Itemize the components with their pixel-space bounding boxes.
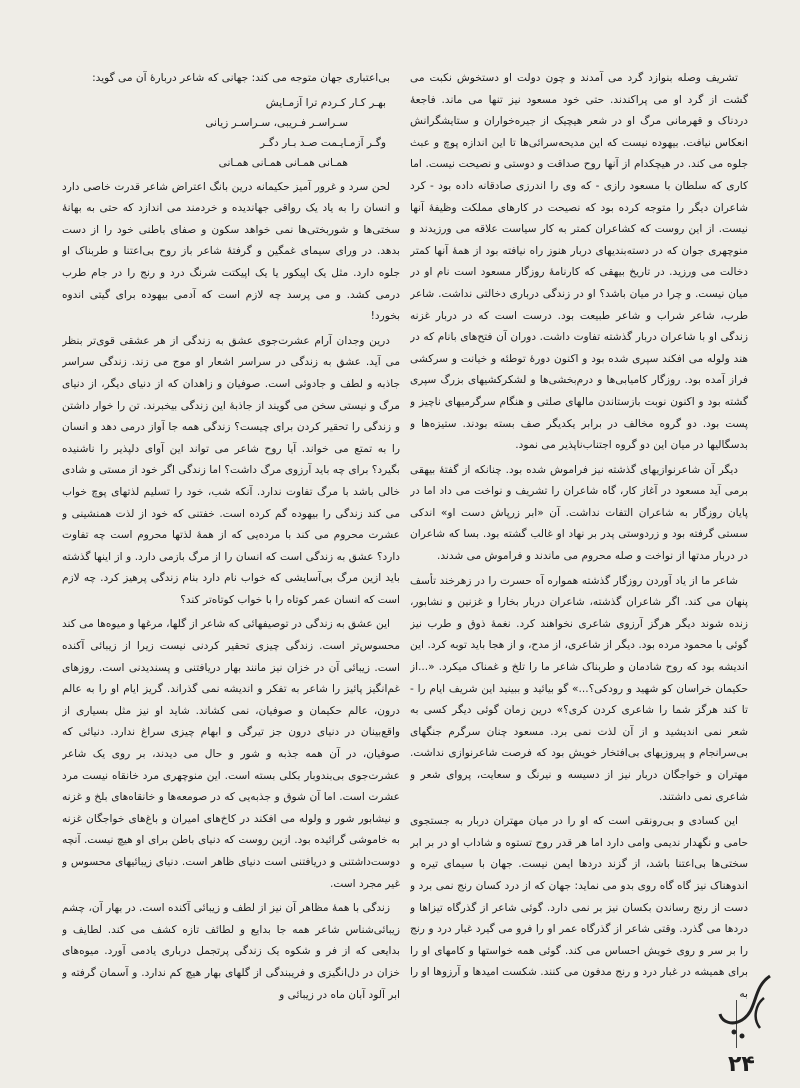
- paragraph: این کسادی و بی‌رونقی است که او را در میان مهتران دربار به جستجوی حامی و نگهدار ندیمی وامی دارد اما هر قدر روح تستوه و شاداب او در بر ابر سختی‌ها بی‌اعتنا باشد، از گزند دردها ایمن نیست. جهان با سیمای تیره و اندوهناک نیز گاه گاه روی بدو می نماید: جهان که از درد کسان رنج نمی برد و دست از رنج رساندن بکسان نیز بر نمی دارد. گوئی شاعر از گذرگاه تیزاها و دردها می گذرد. وقتی شاعر از گذرگاه عمر او را فرو می گیرد غبار درد و رنج را بر سر و روی خویش احساس می کند. گوئی همه خواستها و کامهای او را برای همیشه در غبار درد و رنج مدفون می کنند. شکست امیدها و آرزوها او را به: [410, 815, 748, 1000]
- paragraph: لحن سرد و غرور آمیز حکیمانه درین بانگ اعتراض شاعر قدرت خاصی دارد و انسان را به یاد یک رواقی جهاندیده و خردمند می اندازد که حتی به بهانهٔ سختی‌ها و شوربختی‌ها نمی خواهد سکون و صفای باطنی خود را از دست بدهد. در ورای سیمای غمگین و گرفتهٔ شاعر باز روح بی‌اعتنا و طربناک او جلوه دارد. مثل یک اپیکور یا یک اپیکتت شرنگ درد و رنج را در جام طرب درمی کشد. و می پرسد چه لازم است که آدمی بیهوده برای گیتی اندوه بخورد!: [62, 180, 400, 323]
- paragraph: این عشق به زندگی در توصیفهائی که شاعر از گلها، مرغها و میوه‌ها می کند محسوس‌تر است. زندگی چیزی تحقیر کردنی نیست زیرا از زیبائی آکنده است. زیبائی آن در خزان نیز مانند بهار دریافتنی و پسندیدنی است. روزهای غم‌انگیز پائیز را شاعر به تفکر و اندیشه نمی گذراند. گریز ایام او را به عالم درون، عالم حکیمان و صوفیان، نمی کشاند. شاید او نیز مثل بسیاری از واقع‌بینان در دنیای درون جز تیرگی و ابهام چیزی سراغ ندارد. دنیائی که صوفیان، در آن همه جذبه و شور و حال می دیدند، بر روی یک شاعر عشرت‌جوی بی‌بندوبار بکلی بسته است. این منوچهری مرد خانقاه نیست مرد عشرت است. اما آن شوق و جذبه‌یی که در صومعه‌ها و خانقاه‌های بلخ و غزنه و نیشابور شور و ولوله می افکند در کاخ‌های امیران و باغ‌های خواجگان غزنه به خاموشی گرائیده بود. ازین روست که دنیای باطن برای او هیچ نیست. آنچه دوست‌داشتنی و دریافتنی است دنیای ظاهر است. دنیای زیبائیهای محسوس و غیر مجرد است.: [62, 618, 400, 890]
- paragraph: زندگی با همهٔ مظاهر آن نیز از لطف و زیبائی آکنده است. در بهار آن، چشم زیبائی‌شناس شاعر همه جا بدایع و لطائف تازه کشف می کند. لطایف و بدایعی که از فر و شکوه یک زندگی پرتجمل درباری یادمی آورد. میوه‌های خزان در دل‌انگیزی و فریبندگی از گلهای بهار هیچ کم ندارد. و آسمان گرفته و ابر آلود آبان ماه در زیبائی و: [62, 902, 400, 1001]
- poem: [62, 93, 400, 173]
- paragraph: درین وجدان آرام عشرت‌جوی عشق به زندگی از هر عشقی قوی‌تر بنظر می آید. عشق به زندگی در سراسر اشعار او موج می زند. زندگی سراسر جاذبه و لطف و جادوئی است. صوفیان و زاهدان که از دنیای دیگر، از دنیای مرگ و نیستی سخن می گویند از جاذبهٔ این زندگی بیخبرند. تن را خوار داشتن و زندگی را تحقیر کردن برای چیست؟ زندگی همه جا آواز درمی دهد و انسان را به تمتع می خواند. آیا روح شاعر می تواند این آوای دلپذیر را ناشنیده بگیرد؟ برای چه باید آرزوی مرگ داشت؟ اما زندگی اگر خود از مستی و شادی خالی باشد با مرگ تفاوت ندارد. آنکه شب، خود را تسلیم لذتهای پوچ خواب می کند زندگی را بیهوده گم کرده است. خفتنی که خود از لذت همنشینی و عشرت محروم می کند با مرده‌یی که از همهٔ لذتها محروم است چه تفاوت دارد؟ عشق به زندگی است که انسان را از مرگ بازمی دارد. و از اینها گذشته باید ازین مرگ بی‌آسایشی که خواب نام دارد بنام زندگی پرهیز کرد. چه لازم است که انسان عمر کوتاه را با خواب کوتاه‌تر کند؟: [62, 334, 400, 606]
- text-column-right: [410, 68, 748, 1053]
- text-column-left: [62, 68, 400, 1053]
- poem-line: وگـر آزمـایـمت صـد بـار دگـر: [260, 136, 386, 149]
- paragraph: شاعر ما از یاد آوردن روزگار گذشته همواره آه حسرت را در زهرخند تأسف پنهان می کند. اگر شاعران گذشته، شاعران دربار بخارا و غزنین و نشابور، زنده شوند دیگر هرگز آرزوی شاعری نخواهند کرد. نغمهٔ ذوق و طرب نیز گوئی با محمود مرده بود. دیگر از شاعری، از مدح، و از هجا باید توبه کرد. این اندیشه بود که روح شادمان و طربناک شاعر ما را تلخ و غمناک میکرد. «...از حکیمان خراسان کو شهید و رودکی؟...» گو بیائید و ببینید این شریف ایام را - تا کند هرگز شما را شاعری کردن کری؟» درین زمان گوئی دیگر کسی به شعر نمی اندیشید و از آن لذت نمی برد. مسعود چنان سرگرم جنگهای بی‌سرانجام و پیروزیهای بی‌افتخار خویش بود که فرصت شاعرنوازی نداشت. مهتران و خواجگان دربار نیز از دسیسه و نیرنگ و سعایت، پروای شعر و شاعری نمی داشتند.: [410, 574, 748, 803]
- paragraph: دیگر آن شاعرنوازیهای گذشته نیز فراموش شده بود. چنانکه از گفتهٔ بیهقی برمی آید مسعود در آغاز کار، گاه شاعران را تشریف و نواخت می داد اما در پایان روزگار به شاعران التفات نداشت. آن «ابر زرپاش دست او» اندکی سستی گرفته بود و زردوستی پدر بر نهاد او غالب گشته بود. بسا که شاعران در دربار مدتها از نواخت و صله محروم می ماندند و فراموش می شدند.: [410, 463, 748, 563]
- paragraph-intro: بی‌اعتباری جهان متوجه می کند: جهانی که شاعر دربارهٔ آن می گوید:: [92, 72, 390, 84]
- kerman-logo: [712, 968, 782, 1048]
- poem-line: سـراسـر فـریبی، سـراسـر زیانی: [205, 116, 348, 129]
- poem-line: بهـر کـار کـردم ترا آزمـایش: [265, 96, 386, 109]
- paragraph: تشریف وصله بنوازد گرد می آمدند و چون دولت او دستخوش نکبت می گشت از گرد او می پراکندند. حتی خود مسعود نیز تنها می ماند. فاجعهٔ دردناک و قهرمانی مرگ او در شعر هیچیک از جیره‌خواران و ستایشگرانش انعکاس نیافت. بیهوده نیست که این مدیحه‌سرائی‌ها تا این اندازه پوچ و عبث جلوه می کند. در هیچکدام از آنها روح صداقت و دوستی و نصیحت نیست. اما کاری که سلطان با مسعود رازی - که وی را اندرزی صادقانه داده بود - کرد شاعران دیگر را متوجه کرده بود که نصیحت در کارهای مملکت وظیفهٔ آنها نیست. از این روست که کشاعران کمتر به کار سیاست علاقه می ورزیدند و منوچهری جوان که در دسته‌بندیهای دربار هنوز راه نیافته بود از همهٔ آنها کمتر دخالت می ورزید. در تاریخ بیهقی که کارنامهٔ روزگار مسعود است نام او در میان نیست. و چرا در میان باشد؟ او در زندگی درباری دخالتی نداشت. شاعر طرب، شاعر شراب و شاعر طبیعت بود. درست است که در دربار غزنه زندگی او با شاعران دربار گذشته تفاوت داشت. دوران آن فتح‌های بانام که در هند ولوله می افکند سپری شده بود و اکنون دورهٔ توطئه و خیانت و سرکشی فراز آمده بود. روزگار کامیابی‌ها و درم‌بخشی‌ها و لشکرکشیهای بزرگ سپری گشته بود و اکنون نوبت بازستاندن مالهای صلتی و هنگام سرگرمیهای ناچیز و پست بود. دو گروه مخالف در برابر یکدیگر صف بسته بودند. ستیزه‌ها و بدسگالیها در میان این دو گروه اجتناب‌ناپذیر می نمود.: [410, 72, 748, 452]
- page-number: ۲۴: [728, 1052, 755, 1077]
- poem-line: همـانی همـانی همـانی همـانی: [218, 156, 348, 169]
